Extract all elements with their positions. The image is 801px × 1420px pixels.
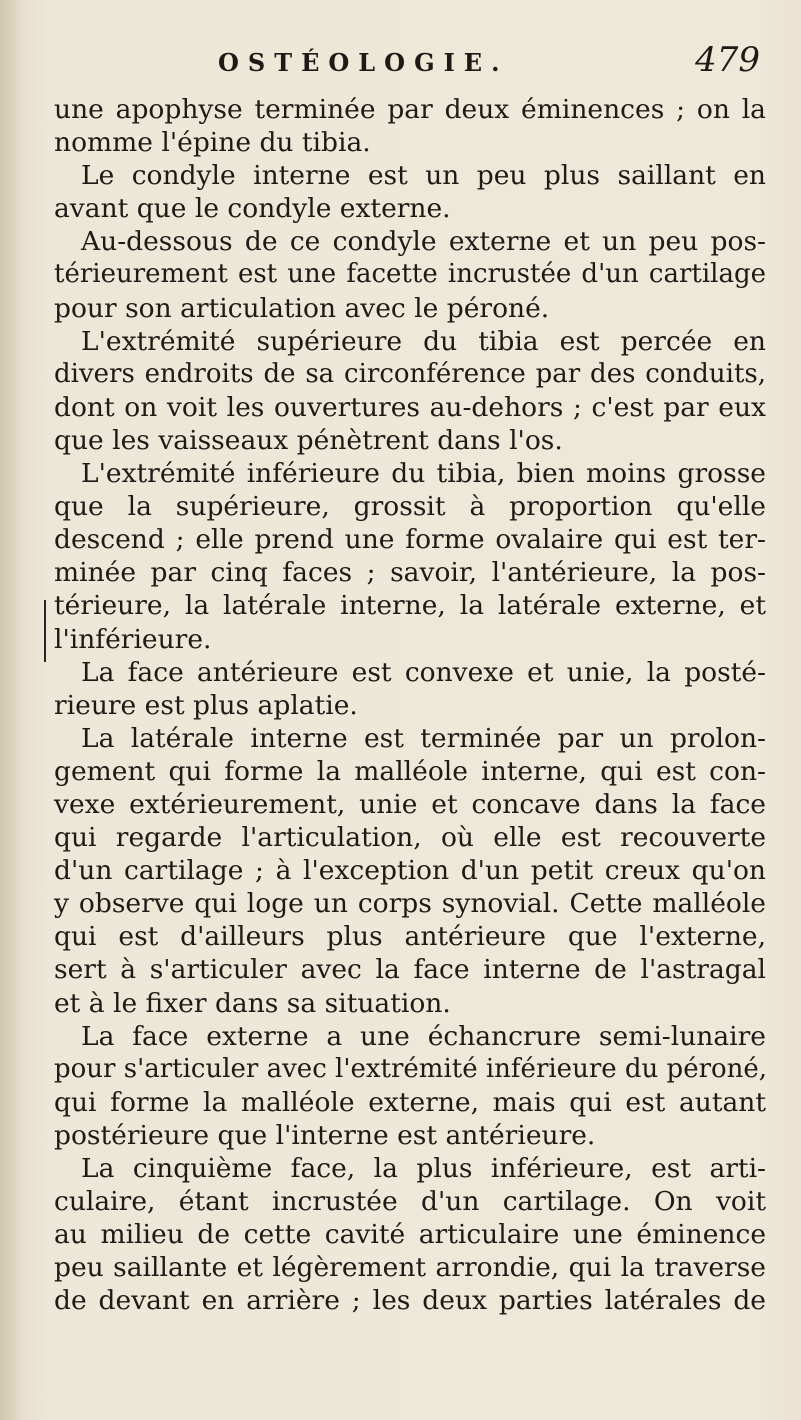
text-line: sert à s'articuler avec la face interne de l'astragal [54, 954, 766, 986]
text-line: La face externe a une échancrure semi-lunaire [81, 1020, 766, 1052]
text-line: rieure est plus aplatie. [54, 689, 358, 721]
text-line: divers endroits de sa circonférence par des conduits, [54, 358, 766, 389]
text-line: gement qui forme la malléole interne, qui est con- [54, 755, 766, 787]
text-line: pour son articulation avec le péroné. [54, 292, 550, 324]
text-line: que la supérieure, grossit à proportion qu'elle [54, 491, 766, 523]
text-line: postérieure que l'interne est antérieure. [54, 1119, 596, 1151]
text-line: Au-dessous de ce condyle externe et un peu pos- [81, 226, 766, 258]
text-line: qui est d'ailleurs plus antérieure que l'externe, [54, 921, 766, 953]
text-line: La latérale interne est terminée par un prolon- [81, 722, 766, 754]
text-line: l'inférieure. [54, 623, 212, 655]
text-line: La face antérieure est convexe et unie, la posté- [81, 656, 766, 688]
text-line: et à le fixer dans sa situation. [54, 987, 451, 1019]
text-line: dont on voit les ouvertures au-dehors ; c'est par eux [54, 391, 766, 423]
text-line: y observe qui loge un corps synovial. Cette malléole [54, 888, 766, 920]
page-number: 479 [695, 40, 760, 80]
text-line: au milieu de cette cavité articulaire une éminence [54, 1219, 766, 1251]
running-title: OSTÉOLOGIE. [218, 48, 509, 77]
text-line: d'un cartilage ; à l'exception d'un petit creux qu'on [54, 855, 766, 887]
text-line: térieurement est une facette incrustée d'un cartilage [54, 259, 766, 290]
text-line: La cinquième face, la plus inférieure, est arti- [81, 1153, 766, 1184]
page-gutter-shadow [0, 0, 22, 1420]
text-line: vexe extérieurement, unie et concave dans la face [54, 788, 766, 820]
text-line: térieure, la latérale interne, la latérale externe, et [54, 590, 766, 622]
text-line: L'extrémité inférieure du tibia, bien moins grosse [81, 458, 766, 490]
text-line: Le condyle interne est un peu plus saillant en [81, 160, 766, 192]
text-line: qui regarde l'articulation, où elle est recouverte [54, 822, 766, 854]
text-line: de devant en arrière ; les deux parties latérales de [54, 1285, 766, 1317]
text-line: pour s'articuler avec l'extrémité inférieure du péroné, [54, 1053, 768, 1084]
text-line: peu saillante et légèrement arrondie, qui la traverse [54, 1252, 766, 1284]
text-line: une apophyse terminée par deux éminences ; on la [54, 94, 766, 125]
text-line: nomme l'épine du tibia. [54, 127, 371, 159]
text-line: que les vaisseaux pénètrent dans l'os. [54, 424, 563, 456]
page-header [50, 40, 760, 90]
text-line: minée par cinq faces ; savoir, l'antérieure, la pos- [54, 557, 766, 589]
body-text [54, 93, 766, 1317]
text-line: culaire, étant incrustée d'un cartilage. On voit [54, 1186, 766, 1218]
text-line: L'extrémité supérieure du tibia est percée en [81, 325, 766, 357]
text-line: descend ; elle prend une forme ovalaire qui est ter- [54, 524, 766, 556]
margin-rule [44, 600, 46, 662]
text-line: avant que le condyle externe. [54, 193, 451, 225]
text-line: qui forme la malléole externe, mais qui est autant [54, 1086, 766, 1118]
